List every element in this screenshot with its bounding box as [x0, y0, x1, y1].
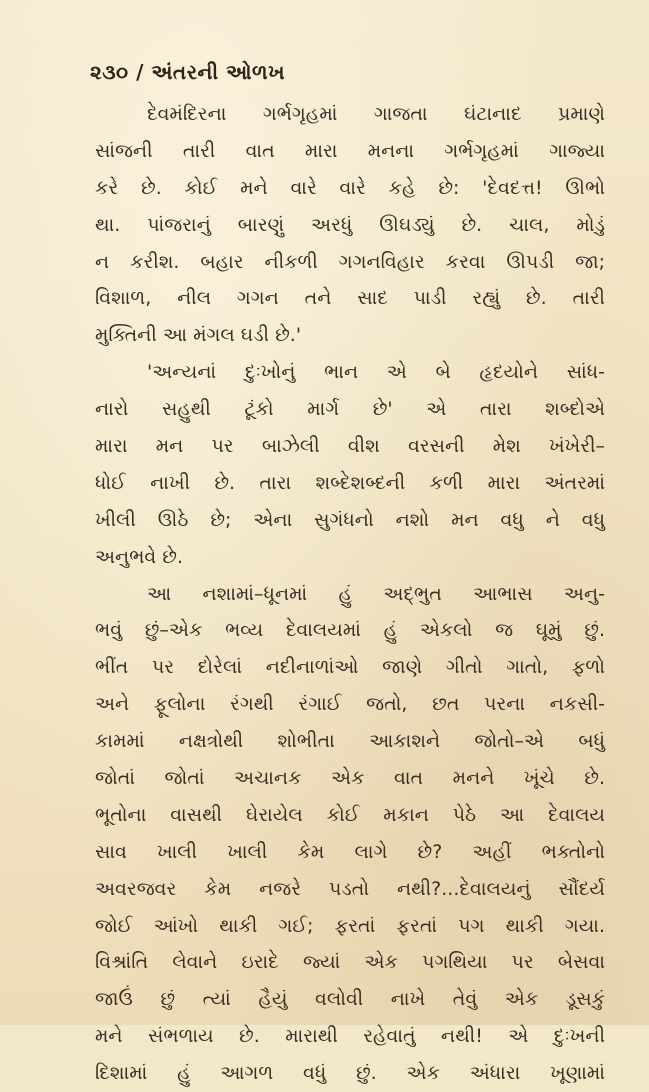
text-line: અને ફૂલોના રંગથી રંગાઈ જતો, છત પરના નકસી- [95, 693, 605, 716]
text-line: દેવમંદિરના ગર્ભગૃહમાં ગાજતા ઘંટાનાદ પ્રમાણે [147, 103, 605, 125]
text-line: કામમાં નક્ષત્રોથી શોભીતા આકાશને જોતો–એ બધું [95, 730, 605, 753]
text-line: આ નશામાં–ધૂનમાં હું અદ્ભુત આભાસ અનુ- [147, 582, 605, 605]
text-line: ભીંત પર દોરેલાં નદીનાળાંઓ જાણે ગીતો ગાતો, ફળો [95, 656, 605, 679]
text-line: ભવું છું–એક ભવ્ય દેવાલયમાં હું એકલો જ ઘૂમું છું. [95, 619, 605, 642]
text-line: ધોઈ નાખી છે. તારા શબ્દેશબ્દની કળી મારા અંતરમાં [95, 471, 605, 494]
text-line: સાંજની તારી વાત મારા મનના ગર્ભગૃહમાં ગાજ્યા [95, 139, 605, 162]
text-line: સાવ ખાલી ખાલી કેમ લાગે છે? અહીં ભક્તોનો [95, 840, 605, 863]
text-line: ભૂતોના વાસથી ઘેરાયેલ કોઈ મકાન પેઠે આ દેવાલય [95, 803, 605, 826]
text-line: જાઉં છું ત્યાં હૈયું વલોવી નાખે તેવું એક ડૂસકું [95, 988, 605, 1011]
running-header: ૨૩૦ / અંતરની ઓળખ [90, 60, 286, 84]
text-line: મુક્તિની આ મંગલ ઘડી છે.' [95, 324, 302, 347]
text-line: વિશાળ, નીલ ગગન તને સાદ પાડી રહ્યું છે. તારી [95, 287, 605, 310]
text-line: નારો સહુથી ટૂંકો માર્ગ છે' એ તારા શબ્દોએ [95, 398, 605, 421]
body-text [95, 96, 605, 1085]
text-line: 'અન્યનાં દુઃખોનું ભાન એ બે હૃદયોને સાંધ- [147, 361, 605, 384]
paragraph-2 [95, 354, 605, 575]
text-line: કરે છે. કોઈ મને વારે વારે કહે છે: 'દેવદત્ત! ઊભો [95, 176, 605, 199]
text-line: જોતાં જોતાં અચાનક એક વાત મનને ખૂંચે છે. [95, 767, 605, 790]
text-line: દિશામાં હું આગળ વધું છું. એક અંધારા ખૂણામાં [95, 1062, 605, 1085]
text-line: જોઈ આંખો થાકી ગઈ; ફરતાં ફરતાં પગ થાકી ગયા. [95, 914, 605, 937]
text-line: ન કરીશ. બહાર નીકળી ગગનવિહાર કરવા ઊપડી જા; [95, 250, 605, 273]
paragraph-3 [95, 576, 605, 1092]
text-line: અનુભવે છે. [95, 545, 184, 568]
text-line: અવરજવર કેમ નજરે પડતો નથી?...દેવાલયનું સૌંદર્ય [95, 877, 605, 900]
text-line: મને સંભળાય છે. મારાથી રહેવાતું નથી! એ દુઃખની [95, 1025, 605, 1048]
text-line: થા. પાંજરાનું બારણું અરધું ઊઘડ્યું છે. ચાલ, મોડું [95, 213, 605, 236]
text-line: મારા મન પર બાઝેલી વીશ વરસની મેશ ખંખેરી– [95, 435, 605, 458]
paragraph-1 [95, 96, 605, 354]
text-line: ખીલી ઊઠે છે; એના સુગંધનો નશો મન વધુ ને વધુ [95, 508, 605, 531]
text-line: વિશ્રાંતિ લેવાને ઇરાદે જ્યાં એક પગથિયા પર બેસવા [95, 951, 605, 974]
